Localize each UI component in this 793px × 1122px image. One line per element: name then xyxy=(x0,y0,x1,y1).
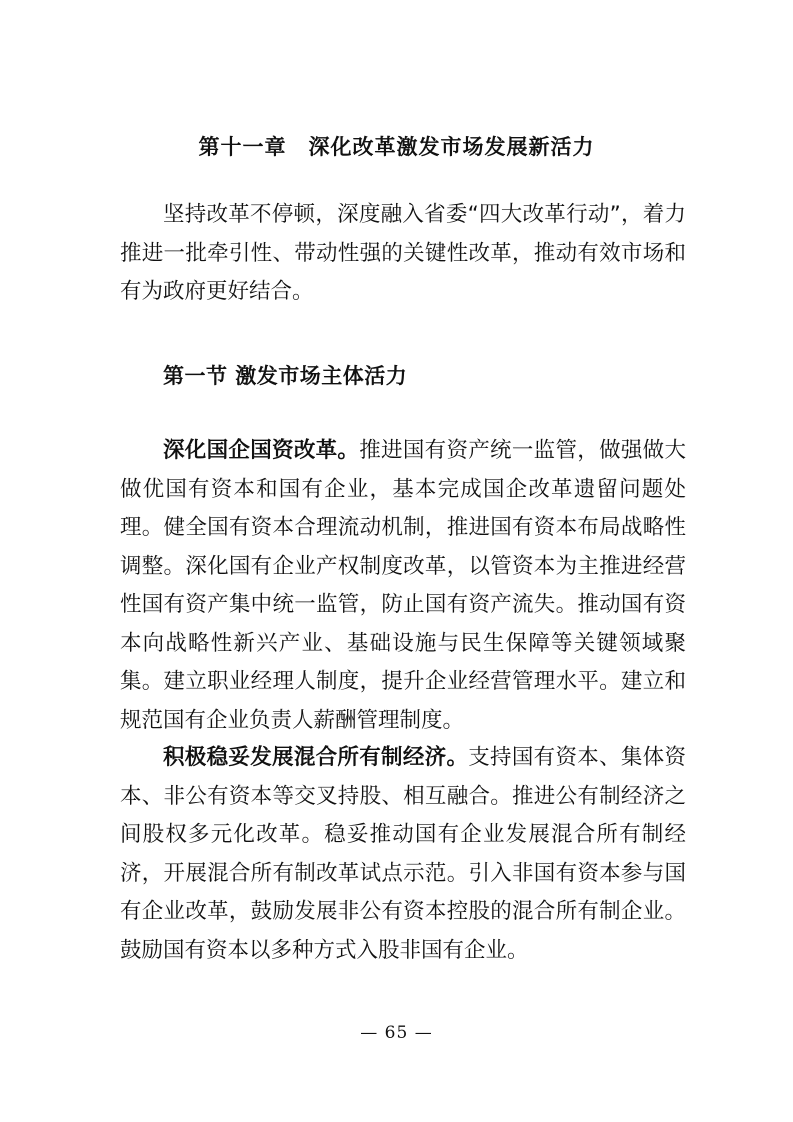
paragraph-soe-reform xyxy=(120,432,686,740)
chapter-title: 第十一章 深化改革激发市场发展新活力 xyxy=(198,135,595,159)
paragraph-body-text: 支持国有资本、集体资本、非公有资本等交叉持股、相互融合。推进公有制经济之间股权多元化改革。稳妥推动国有企业发展混合所有制经济，开展混合所有制改革试点示范。引入非国有资本参与国有企业改革，鼓励发展非公有资本控股的混合所有制企业。鼓励国有资本以多种方式入股非国有企业。 xyxy=(120,745,686,963)
intro-paragraph: 坚持改革不停顿，深度融入省委“四大改革行动”，着力推进一批牵引性、带动性强的关键性改革，推动有效市场和有为政府更好结合。 xyxy=(120,202,686,304)
paragraph-lead-heading: 积极稳妥发展混合所有制经济。 xyxy=(163,745,469,770)
section-title: 第一节 激发市场主体活力 xyxy=(163,364,408,388)
paragraph-lead-heading: 深化国企国资改革。 xyxy=(163,438,360,463)
paragraph-mixed-ownership xyxy=(120,739,686,970)
paragraph-body-text: 推进国有资产统一监管，做强做大做优国有资本和国有企业，基本完成国企改革遗留问题处理。健全国有资本合理流动机制，推进国有资本布局战略性调整。深化国有企业产权制度改革，以管资本为主推进经营性国有资产集中统一监管，防止国有资产流失。推动国有资本向战略性新兴产业、基础设施与民生保障等关键领域聚集。建立职业经理人制度，提升企业经营管理水平。建立和规范国有企业负责人薪酬管理制度。 xyxy=(120,438,686,733)
page-number: — 65 — xyxy=(360,1023,433,1043)
